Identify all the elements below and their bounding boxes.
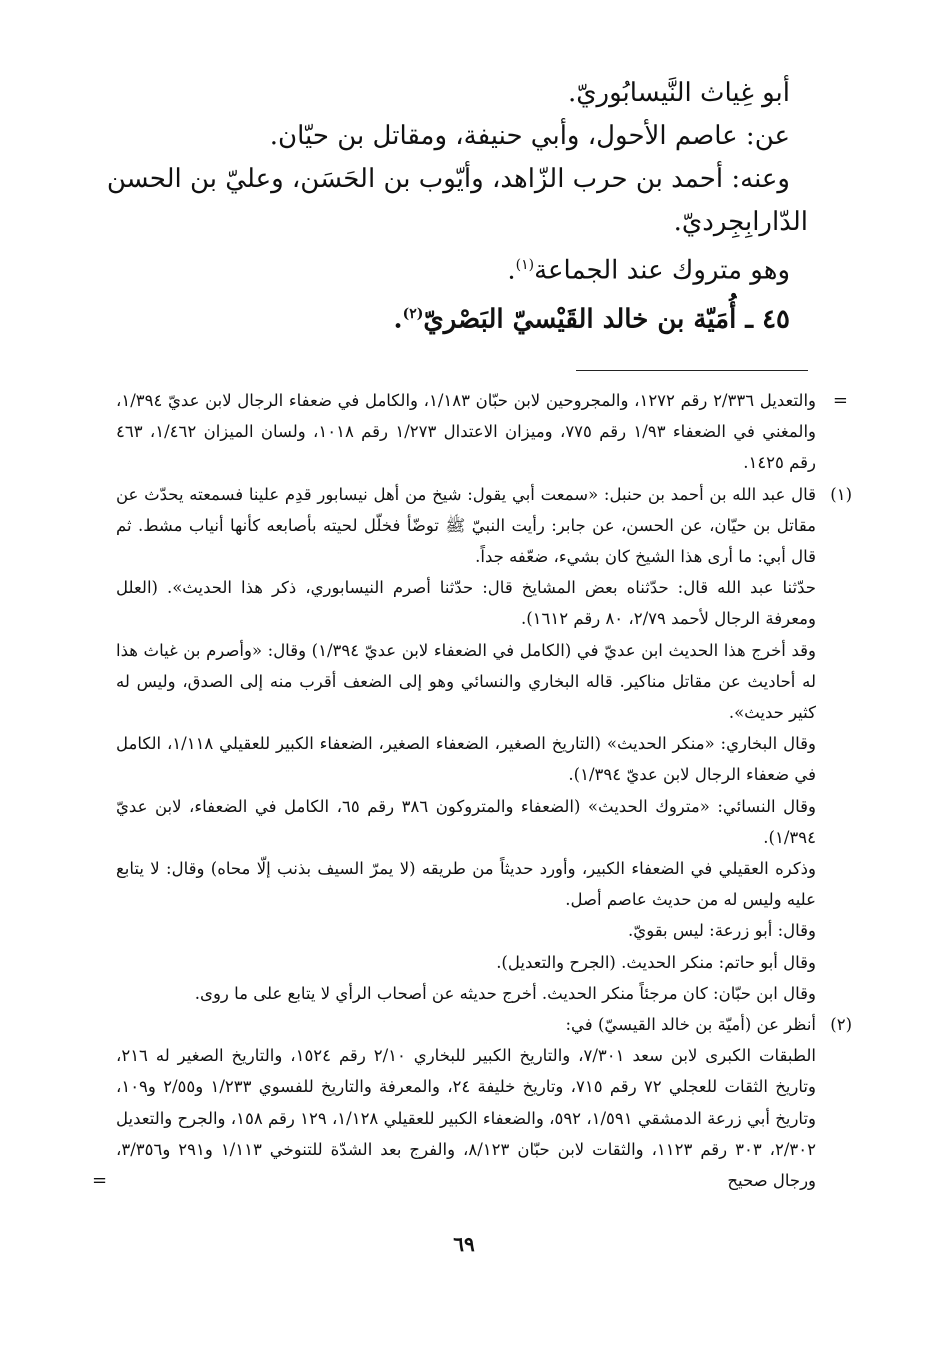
footnote-1-para-5: وقال النسائي: «متروك الحديث» (الضعفاء والمتروكون ٣٨٦ رقم ٦٥، الكامل في الضعفاء، لابن عديّ ١/٣٩٤). [116,796,816,847]
main-line-4: الدّارابِجِرديّ. [673,207,808,237]
footnote-2-mark: (٢) [830,1015,852,1035]
footnote-1-para-6: وذكره العقيلي في الضعفاء الكبير، وأورد حديثاً من طريقه (لا يمرّ السيف بذنب إلّا محاه) وقال: لا يتابع عليه وليس له من حديث عاصم أصل. [116,859,816,910]
footnote-2-text-2: الطبقات الكبرى لابن سعد ٧/٣٠١، والتاريخ الكبير للبخاري ٢/١٠ رقم ١٥٢٤، والتاريخ الصغير له ٢١٦، وتاريخ الثقات للعجلي ٧٢ رقم ٧١٥، وتاريخ خليفة ٢٤، والمعرفة والتاريخ للفسوي ١/٢٣٣ و٢/٥٥ و١٠٩، وتاريخ أبي زرعة الدمشقي ١/٥٩١، ٥٩٢، والضعفاء الكبير للعقيلي ١/١٢٨، ١٢٩ رقم ١٥٨، والجرح والتعديل ٢/٣٠٢، ٣٠٣ رقم ١١٢٣، والثقات لابن حبّان ٨/١٢٣، والفرج بعد الشدّة للتنوخي ١/١١٣ و٢٩١ و٣/٣٥٦، ورجال صحيح [116,1046,817,1191]
continuation-text: والتعديل ٢/٣٣٦ رقم ١٢٧٢، والمجروحين لابن حبّان ١/١٨٣، والكامل في ضعفاء الرجال لابن عديّ ١/٣٩٤، والمغني في الضعفاء ١/٩٣ رقم ٧٧٥، وميزان الاعتدال ١/٢٧٣ رقم ١٠١٨، ولسان الميزان ١/٤٦٢، ٤٦٣ رقم ١٤٢٥. [116,391,817,473]
main-text [108,72,808,341]
continuation-mark: = [832,390,848,411]
entry-title: ٤٥ ـ أُمَيّة بن خالد القَيْسيّ البَصْريّ [423,304,790,335]
entry-heading: ٤٥ ـ أُمَيّة بن خالد القَيْسيّ البَصْريّ$^{(٢)}$. [393,304,790,335]
main-line-3: وعنه: أحمد بن حرب الزّاهد، وأيّوب بن الحَسَن، وعليّ بن الحسن [106,164,790,194]
footnote-2-text-1: أنظر عن (أميّة بن خالد القيسيّ) في: [565,1015,816,1035]
footnote-2-para-2 [92,1040,817,1196]
footnote-ref-1[interactable]: (١) [515,257,535,273]
page-number: ٦٩ [453,1232,475,1256]
footnote-1-para-8: وقال أبو حاتم: منكر الحديث. (الجرح والتعديل). [496,952,816,972]
main-line-5-text: وهو متروك عند الجماعة [534,255,790,286]
main-line-2: عن: عاصم الأحول، وأبي حنيفة، ومقاتل بن حيّان. [269,121,790,151]
footnote-1-text-1: قال عبد الله بن أحمد بن حنبل: «سمعت أبي يقول: شيخ من أهل نيسابور قدِم علينا فسمعته يحدّث عن مقاتل بن حيّان، عن الحسن، عن جابر: رأيت النبيّ ﷺ توضّأ فخلّل لحيته بأصابعه كأنها أنياب مشط. ثم قال أبي: ما أرى هذا الشيخ كان بشيء، ضعّفه جداً. [116,484,816,567]
footnote-1-para-7: وقال: أبو زرعة: ليس بقويّ. [628,921,816,941]
footnotes [92,385,852,1196]
footnote-continuation [116,385,848,479]
main-line-5: وهو متروك عند الجماعة$^{(١)}$. [507,255,790,286]
footnote-1-para-1 [116,479,852,573]
main-line-1: أبو غِياث النَّيسابُوريّ. [567,78,790,108]
footnote-separator [576,370,808,371]
end-continuation-mark: = [92,1170,108,1192]
footnote-ref-2[interactable]: (٢) [402,305,424,322]
footnote-1-para-9: وقال ابن حبّان: كان مرجئاً منكر الحديث. أخرج حديثه عن أصحاب الرأي لا يتابع على ما روى. [194,983,816,1003]
footnote-1-para-3: وقد أخرج هذا الحديث ابن عديّ في (الكامل في الضعفاء لابن عديّ ١/٣٩٤) وقال: «وأصرم بن غياث هذا له أحاديث عن مقاتل مناكير. قاله البخاري والنسائي وهو إلى الضعف أقرب منه إلى الصدق، وليس له كثير حديث». [116,640,816,723]
footnote-1-para-2: حدّثنا عبد الله قال: حدّثناه بعض المشايخ قال: حدّثنا أصرم النيسابوري، ذكر هذا الحديث». (العلل ومعرفة الرجال لأحمد ٢/٧٩، ٨٠ رقم ١٦١٢). [116,578,816,629]
footnote-1-para-4: وقال البخاري: «منكر الحديث» (التاريخ الصغير، الضعفاء الصغير، الضعفاء الكبير للعقيلي ١/١١٨، الكامل في ضعفاء الرجال لابن عديّ ١/٣٩٤). [116,734,816,785]
footnote-1-mark: (١) [830,484,852,504]
footnote-2-para-1 [116,1009,852,1040]
